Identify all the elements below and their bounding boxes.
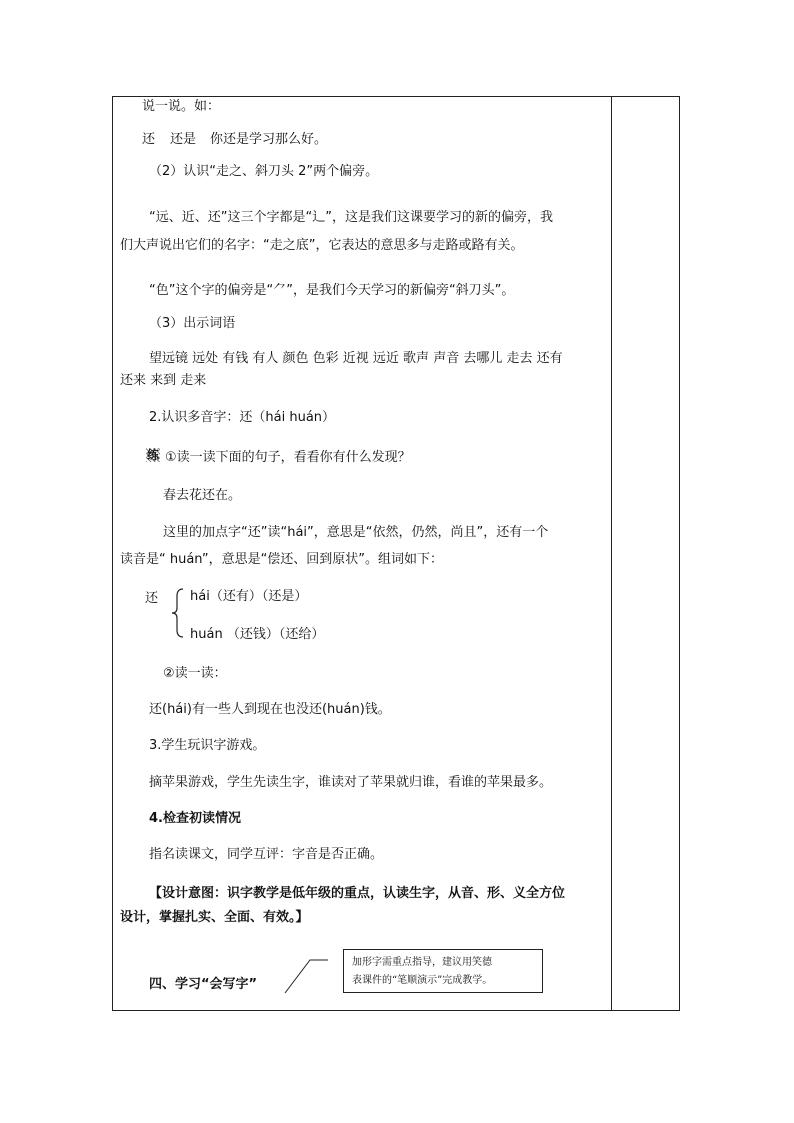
text-line: “色”这个字的偏旁是“⺈”，是我们今天学习的新偏旁“斜刀头”。 [149,283,515,298]
text-line: 这里的加点字“还”读“hái”，意思是“依然，仍然，尚且”，还有一个 [163,525,549,540]
design-intent-note: 设计，掌握扎实、全面、有效。】 [120,910,309,925]
text-line: 还(hái)有一些人到现在也没还(huán)钱。 [149,702,391,717]
text-line: 们大声说出它们的名字：“走之底”，它表达的意思多与走路或路有关。 [120,238,524,253]
text-line: 3.学生玩识字游戏。 [149,738,266,753]
text-line: 指名读课文，同学互评：字音是否正确。 [149,847,384,862]
text-line: 还来 来到 走来 [120,373,207,388]
text-line: 你还是学习那么好。 [210,132,328,147]
section-heading: 4.检查初读情况 [149,811,241,826]
text-line: ①读一读下面的句子，看看你有什么发现？ [165,450,411,465]
text-line: huán （还钱）（还给） [190,627,325,642]
teaching-tip-callout [343,949,543,993]
design-intent-note: 【设计意图：识字教学是低年级的重点，认读生字，从音、形、义全方位 [149,886,566,901]
text-line: 读音是“ huán”，意思是“偿还、回到原状”。组词如下： [120,552,444,567]
practice-stamp-icon: 练 [146,448,159,462]
text-line: （3）出示词语 [149,316,236,331]
brace-icon [171,588,187,638]
text-line: ②读一读： [163,666,227,681]
text-line: 摘苹果游戏，学生先读生字，谁读对了苹果就归谁，看谁的苹果最多。 [149,775,553,790]
callout-text: 加形字需重点指导，建议用笑德 [352,957,492,968]
text-line: 春去花还在。 [163,488,242,503]
text-line: 说一说。如： [142,99,221,114]
text-line: 望远镜 远处 有钱 有人 颜色 色彩 近视 远近 歌声 声音 去哪儿 走去 还有 [149,351,563,366]
text-line: 还是 [170,132,197,147]
section-heading: 四、学习“会写字” [149,977,258,992]
text-line: hái（还有）（还是） [190,589,308,604]
text-line: 还 [145,591,159,606]
text-line: 2.认识多音字：还（hái huán） [149,410,336,425]
callout-text: 表课件的“笔顺演示”完成教学。 [352,975,493,986]
text-line: “远、近、还”这三个字都是“辶”，这是我们这课要学习的新的偏旁，我 [149,210,553,225]
text-line: 还 [142,132,156,147]
text-line: （2）认识“走之、斜刀头 2”两个偏旁。 [149,164,379,179]
table-column-divider [611,96,612,1011]
